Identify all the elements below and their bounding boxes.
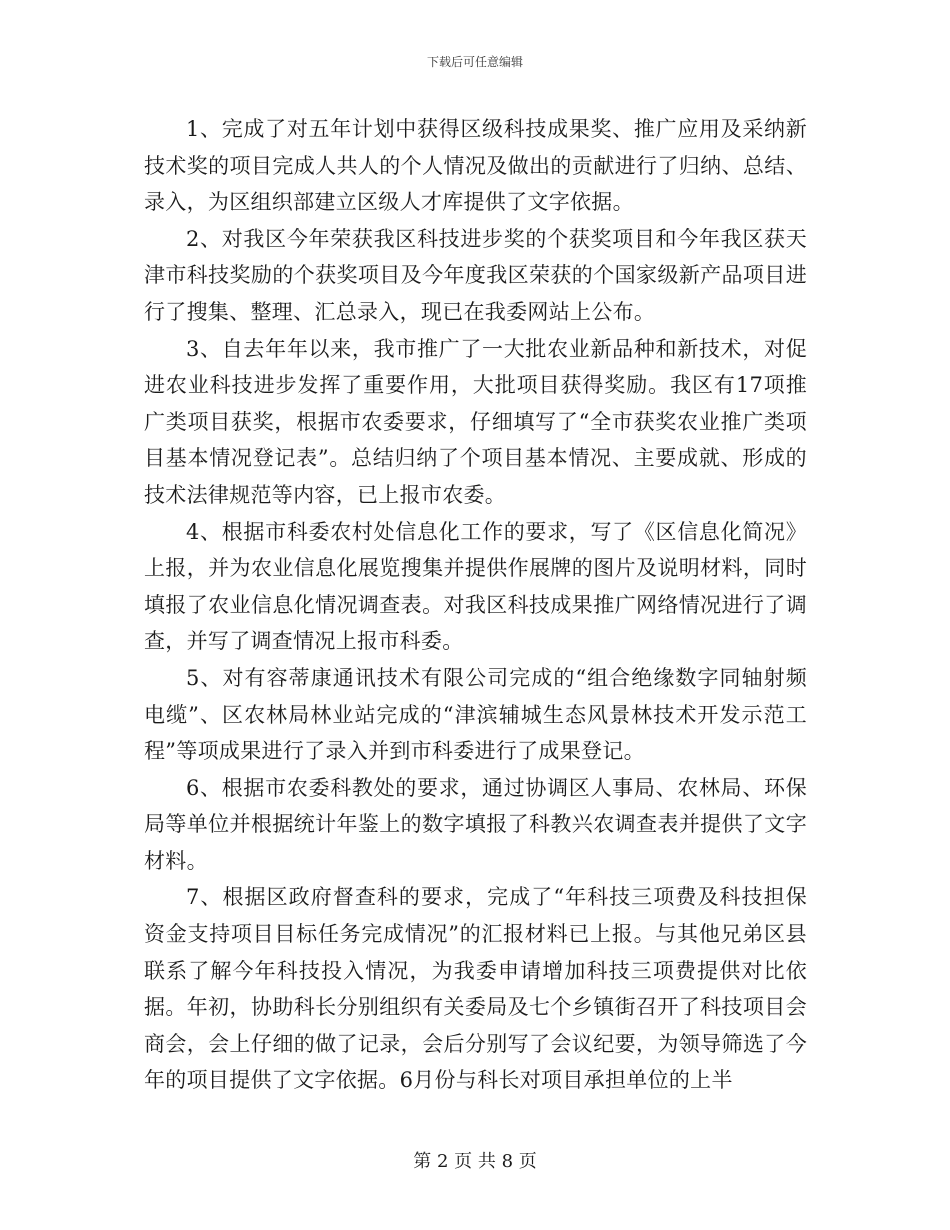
paragraph-6: 6、根据市农委科教处的要求，通过协调区人事局、农林局、环保局等单位并根据统计年鉴上的数字填报了科教兴农调查表并提供了文字材料。: [144, 775, 807, 873]
page-number-footer: 第 2 页 共 8 页: [413, 1151, 537, 1172]
paragraph-3: 3、自去年年以来，我市推广了一大批农业新品种和新技术，对促进农业科技进步发挥了重要作用，大批项目获得奖励。我区有17项推广类项目获奖，根据市农委要求，仔细填写了“全市获奖农业推广类项目基本情况登记表”。总结归纳了个项目基本情况、主要成就、形成的技术法律规范等内容，已上报市农委。: [144, 336, 807, 507]
paragraph-2: 2、对我区今年荣获我区科技进步奖的个获奖项目和今年我区获天津市科技奖励的个获奖项目及今年度我区荣获的个国家级新产品项目进行了搜集、整理、汇总录入，现已在我委网站上公布。: [144, 226, 807, 324]
paragraph-5: 5、对有容蒂康通讯技术有限公司完成的“组合绝缘数字同轴射频电缆”、区农林局林业站完成的“津滨辅城生态风景林技术开发示范工程”等项成果进行了录入并到市科委进行了成果登记。: [144, 665, 807, 764]
paragraph-1: 1、完成了对五年计划中获得区级科技成果奖、推广应用及采纳新技术奖的项目完成人共人的个人情况及做出的贡献进行了归纳、总结、录入，为区组织部建立区级人才库提供了文字依据。: [144, 117, 807, 215]
header-note: 下载后可任意编辑: [426, 55, 523, 69]
paragraph-4: 4、根据市科委农村处信息化工作的要求，写了《区信息化简况》上报，并为农业信息化展览搜集并提供作展牌的图片及说明材料，同时填报了农业信息化情况调查表。对我区科技成果推广网络情况进行了调查，并写了调查情况上报市科委。: [144, 519, 807, 654]
document-body: [144, 111, 807, 1099]
paragraph-7: 7、根据区政府督查科的要求，完成了“年科技三项费及科技担保资金支持项目目标任务完成情况”的汇报材料已上报。与其他兄弟区县联系了解今年科技投入情况，为我委申请增加科技三项费提供对比依据。年初，协助科长分别组织有关委局及七个乡镇街召开了科技项目会商会，会上仔细的做了记录，会后分别写了会议纪要，为领导筛选了今年的项目提供了文字依据。6月份与科长对项目承担单位的上半: [144, 885, 807, 1093]
